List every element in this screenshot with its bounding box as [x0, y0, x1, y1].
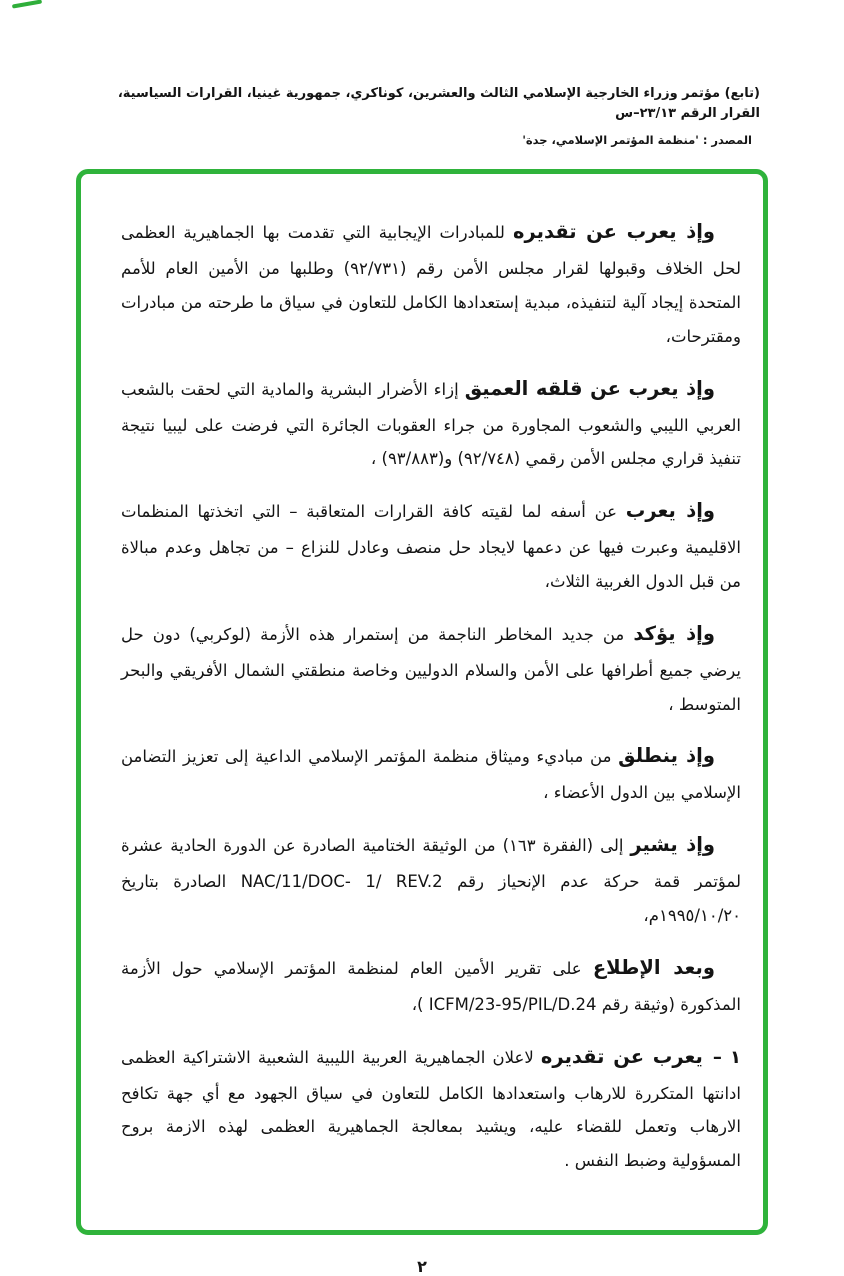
- content-frame: [76, 169, 768, 1235]
- paragraph-having-reviewed: [121, 948, 741, 1022]
- paragraph-appreciation: [121, 212, 741, 353]
- paragraph-deep-concern: [121, 369, 741, 477]
- paragraph-deep-concern-text: إزاء الأضرار البشرية والمادية التي لحقت بالشعب العربي الليبي والشعوب المجاورة من جراء العقوبات الجائرة التي فرضت على ليبيا نتيجة تنفيذ قراري مجلس الأمن رقمي (٩٢/٧٤٨) و(٩٣/٨٨٣) ،: [121, 379, 741, 469]
- paragraph-principles-lead: وإذ ينطلق: [618, 744, 715, 768]
- paragraph-appreciation-lead: وإذ يعرب عن تقديره: [512, 220, 716, 244]
- paragraph-having-reviewed-text: على تقرير الأمين العام لمنظمة المؤتمر الإسلامي حول الأزمة المذكورة (وثيقة رقم ICFM/23-95/PIL/D.24 )،: [121, 958, 741, 1014]
- paragraph-reaffirm-lead: وإذ يؤكد: [633, 621, 715, 645]
- paragraph-appreciation-text: للمبادرات الإيجابية التي تقدمت بها الجماهيرية العظمى لحل الخلاف وقبولها لقرار مجلس الأمن رقم (٩٢/٧٣١) وطلبها من الأمين العام للأمم المتحدة إيجاد آلية لتنفيذه، مبدية إستعدادها الكامل للتعاون في سياق ما طرحته من مبادرات ومقترحات،: [121, 223, 741, 346]
- paragraph-regret-text: عن أسفه لما لقيته كافة القرارات المتعاقبة – التي اتخذتها المنظمات الاقليمية وعبرت فيها عن دعمها لايجاد حل منصف وعادل للنزاع – من تجاهل وعدم مبالاة من قبل الدول الغربية الثلاث،: [121, 502, 741, 592]
- document-header: [0, 0, 844, 147]
- page-number: ٢: [417, 1257, 427, 1276]
- paragraph-deep-concern-lead: وإذ يعرب عن قلقه العميق: [464, 376, 715, 400]
- paragraph-principles-text: من مباديء وميثاق منظمة المؤتمر الإسلامي الداعية إلى تعزيز التضامن الإسلامي بين الدول الأعضاء ،: [121, 747, 741, 803]
- item-lead: يعرب عن تقديره: [540, 1044, 703, 1068]
- paragraph-recalling: [121, 825, 741, 933]
- paragraph-principles: [121, 736, 741, 810]
- paragraph-reaffirm: [121, 614, 741, 722]
- item-number: ١ –: [712, 1046, 741, 1068]
- paragraph-recalling-lead: وإذ يشير: [630, 833, 716, 857]
- header-source: المصدر : 'منظمة المؤتمر الإسلامي، جدة': [522, 133, 752, 148]
- item-text: لاعلان الجماهيرية العربية الليبية الشعبية الاشتراكية العظمى ادانتها المتكررة للارهاب واستعدادها الكامل للتعاون في سياق الجهود مع أي جهة تكافح الارهاب وتعمل للقضاء عليه، ويشيد بمعالجة الجماهيرية العظمى لهذه الازمة بروح المسؤولية وضبط النفس .: [121, 1047, 741, 1171]
- paragraph-recalling-text: إلى (الفقرة ١٦٣) من الوثيقة الختامية الصادرة عن الدورة الحادية عشرة لمؤتمر قمة حركة عدم الإنحياز رقم NAC/11/DOC- 1/ REV.2 الصادرة بتاريخ ١٩٩٥/١٠/٢٠م،: [121, 836, 742, 926]
- paragraph-regret: [121, 491, 741, 599]
- paragraph-having-reviewed-lead: وبعد الإطلاع: [592, 955, 716, 979]
- numbered-item-1: [121, 1037, 741, 1178]
- paragraph-regret-lead: وإذ يعرب: [625, 499, 716, 523]
- header-citation: (تابع) مؤتمر وزراء الخارجية الإسلامي الثالث والعشرين، كوناكري، جمهورية غينيا، القرارات السياسية، القرار الرقم ٢٣/١٣–س: [117, 86, 760, 122]
- paragraph-reaffirm-text: من جديد المخاطر الناجمة من إستمرار هذه الأزمة (لوكربي) دون حل يرضي جميع أطرافها على الأمن والسلام الدوليين وخاصة منطقتي الشمال الأفريقي والبحر المتوسط ،: [121, 624, 741, 714]
